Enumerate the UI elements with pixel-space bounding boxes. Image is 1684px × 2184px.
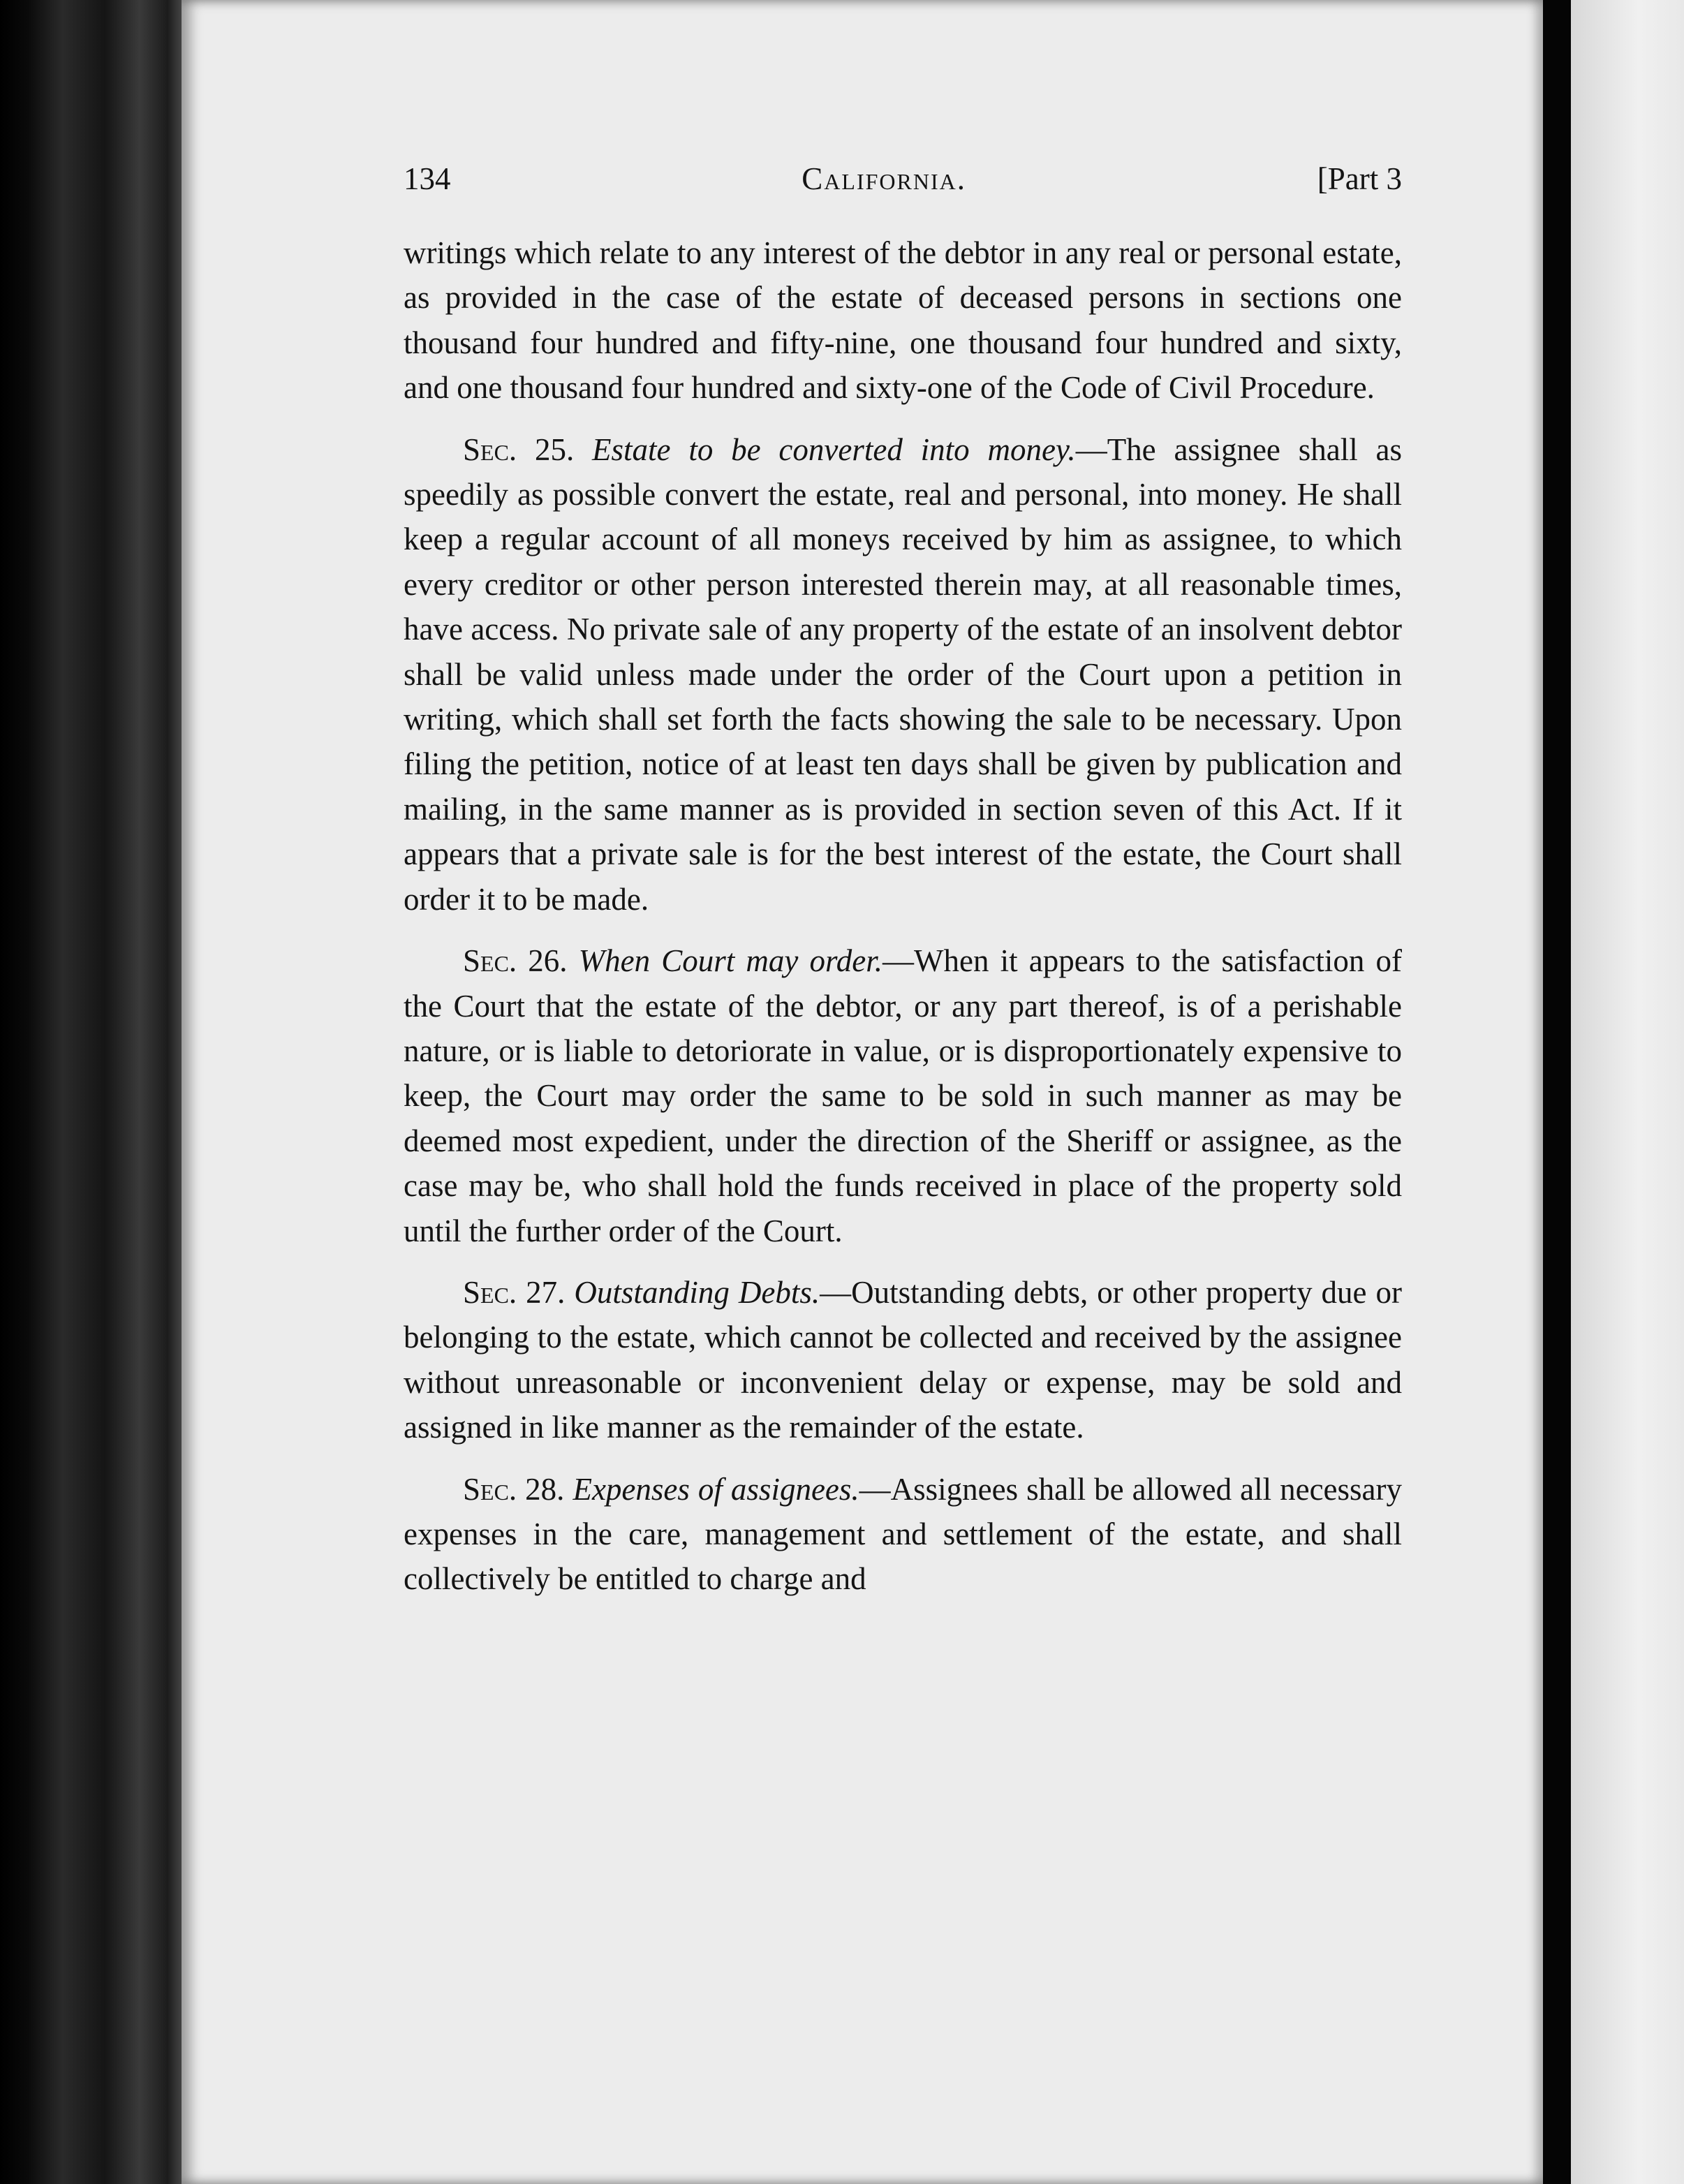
page-number: 134 bbox=[404, 161, 451, 196]
section-label: Sec. 26. bbox=[463, 943, 568, 979]
section-heading: Expenses of assignees. bbox=[573, 1471, 859, 1507]
section-26 bbox=[404, 938, 1402, 1253]
continued-paragraph: writings which relate to any interest of the debtor in any real or personal estate, as provided in the case of the estate of deceased persons in sections one thousand four hundred and fifty-nine, one thousand four hundred and sixty, and one thousand four hundred and sixty-one of the Code of Civil Procedure. bbox=[404, 235, 1402, 406]
section-body: —When it appears to the satisfaction of the Court that the estate of the debtor, or any part thereof, is of a perishable nature, or is liable to detoriorate in value, or is disproportionately expensive to keep, the Court may order the same to be sold in such manner as may be deemed most expedient, under the direction of the Sheriff or assignee, as the case may be, who shall hold the funds received in place of the property sold until the further order of the Court. bbox=[404, 943, 1402, 1248]
book-binding bbox=[0, 0, 182, 2184]
running-header bbox=[404, 161, 1402, 216]
section-heading: Outstanding Debts. bbox=[574, 1274, 820, 1310]
section-heading: When Court may order. bbox=[578, 943, 883, 979]
section-25 bbox=[404, 427, 1402, 922]
section-body: —Outstanding debts, or other property due or belonging to the estate, which cannot be collected and received by the assignee without unreasonable or inconvenient delay or expense, may be sold and assigned in like manner as the remainder of the estate. bbox=[404, 1274, 1402, 1445]
adjacent-page-edge bbox=[1571, 0, 1684, 2184]
section-body: —The assignee shall as speedily as possible convert the estate, real and personal, into money. He shall keep a regular account of all moneys received by him as assignee, to which every creditor or other person interested therein may, at all reasonable times, have access. No private sale of any property of the estate of an insolvent debtor shall be valid unless made under the order of the Court upon a petition in writing, which shall set forth the facts showing the sale to be necessary. Upon filing the petition, notice of at least ten days shall be given by publication and mailing, in the same manner as is provided in section seven of this Act. If it appears that a private sale is for the best interest of the estate, the Court shall order it to be made. bbox=[404, 431, 1403, 917]
part-label: [Part 3 bbox=[1317, 161, 1402, 196]
page-gutter bbox=[1543, 0, 1571, 2184]
section-label: Sec. 27. bbox=[463, 1274, 566, 1310]
section-body: —Assignees shall be allowed all necessary expenses in the care, management and settlement of the estate, and shall collectively be entitled to charge and bbox=[404, 1471, 1403, 1597]
section-28 bbox=[404, 1467, 1402, 1602]
section-heading: Estate to be converted into money. bbox=[592, 431, 1076, 467]
running-title: California. bbox=[802, 161, 966, 196]
section-label: Sec. 25. bbox=[463, 431, 575, 467]
section-27 bbox=[404, 1270, 1402, 1450]
page-text-block bbox=[404, 161, 1402, 1602]
section-label: Sec. 28. bbox=[463, 1471, 565, 1507]
